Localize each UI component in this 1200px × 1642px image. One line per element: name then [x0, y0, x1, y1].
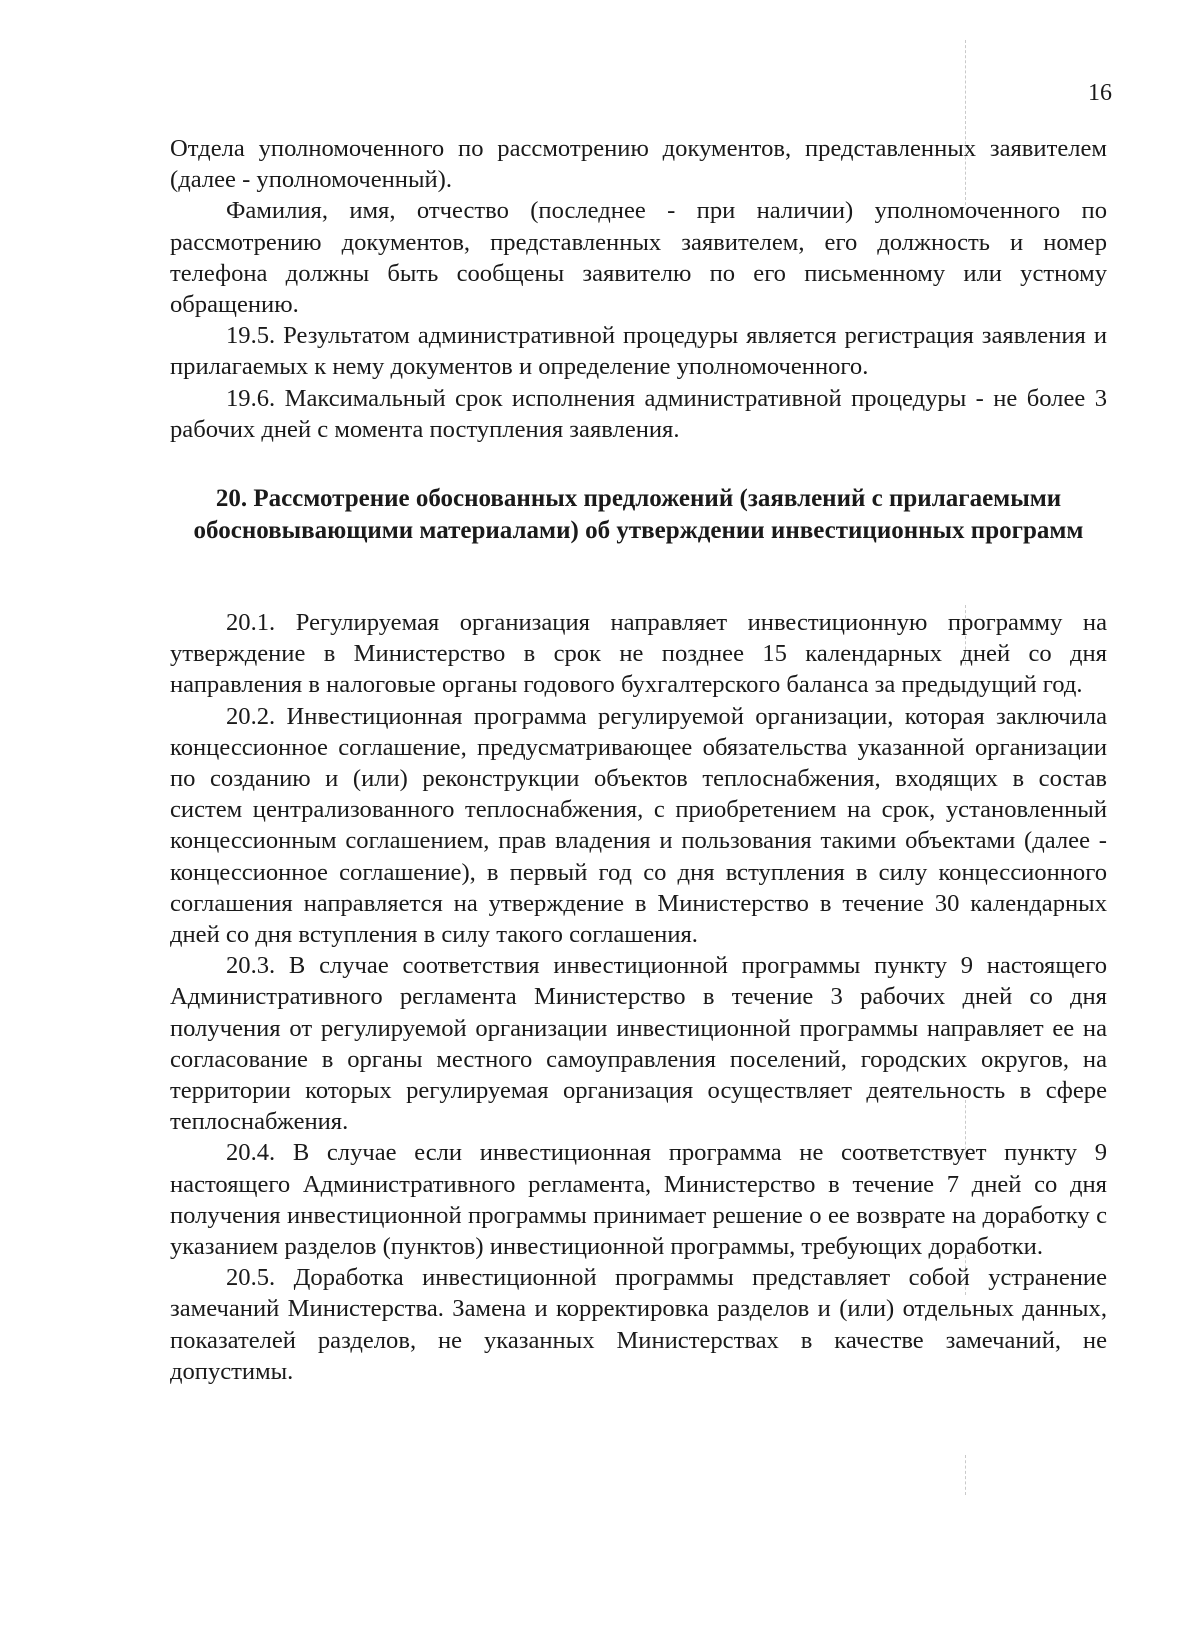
- scan-artifact-line: [965, 1455, 966, 1495]
- paragraph: 20.4. В случае если инвестиционная программа не соответствует пункту 9 настоящего Административного регламента, Министерство в течение 7 дней со дня получения инвестиционной программы принимает решение о ее возврате на доработку с указанием разделов (пунктов) инвестиционной программы, требующих доработки.: [170, 1139, 1107, 1261]
- paragraph: 20.1. Регулируемая организация направляет инвестиционную программу на утверждение в Министерство в срок не позднее 15 календарных дней со дня направления в налоговые органы годового бухгалтерского баланса за предыдущий год.: [170, 609, 1107, 699]
- paragraph: 20.5. Доработка инвестиционной программы представляет собой устранение замечаний Министерства. Замена и корректировка разделов и (или) отдельных данных, показателей разделов, не указанных Министерствах в качестве замечаний, не допустимы.: [170, 1264, 1107, 1385]
- section-heading: 20. Рассмотрение обоснованных предложений (заявлений с прилагаемыми обосновывающими материалами) об утверждении инвестиционных программ: [193, 485, 1084, 544]
- paragraph: Фамилия, имя, отчество (последнее - при наличии) уполномоченного по рассмотрению документов, представленных заявителем, его должность и номер телефона должны быть сообщены заявителю по его письменному или устному обращению.: [170, 197, 1107, 319]
- text-block-bottom: [170, 607, 1107, 1387]
- page-number: 16: [1088, 80, 1112, 106]
- paragraph: 19.5. Результатом административной процедуры является регистрация заявления и прилагаемых к нему документов и определение уполномоченного.: [170, 322, 1107, 381]
- paragraph: 19.6. Максимальный срок исполнения административной процедуры - не более 3 рабочих дней с момента поступления заявления.: [170, 384, 1107, 443]
- paragraph: 20.3. В случае соответствия инвестиционной программы пункту 9 настоящего Административного регламента Министерство в течение 3 рабочих дней со дня получения от регулируемой организации инвестиционной программы направляет ее на согласование в органы местного самоуправления поселений, городских округов, на территории которых регулируемая организация осуществляет деятельность в сфере теплоснабжения.: [170, 952, 1107, 1136]
- text-block-top: [170, 133, 1107, 445]
- paragraph: 20.2. Инвестиционная программа регулируемой организации, которая заключила концессионное соглашение, предусматривающее обязательства указанной организации по созданию и (или) реконструкции объектов теплоснабжения, входящих в состав систем централизованного теплоснабжения, с приобретением на срок, установленный концессионным соглашением, прав владения и пользования такими объектами (далее - концессионное соглашение), в первый год со дня вступления в силу концессионного соглашения направляется на утверждение в Министерство в течение 30 календарных дней со дня вступления в силу такого соглашения.: [170, 702, 1107, 949]
- paragraph: Отдела уполномоченного по рассмотрению документов, представленных заявителем (далее - уполномоченный).: [170, 135, 1107, 194]
